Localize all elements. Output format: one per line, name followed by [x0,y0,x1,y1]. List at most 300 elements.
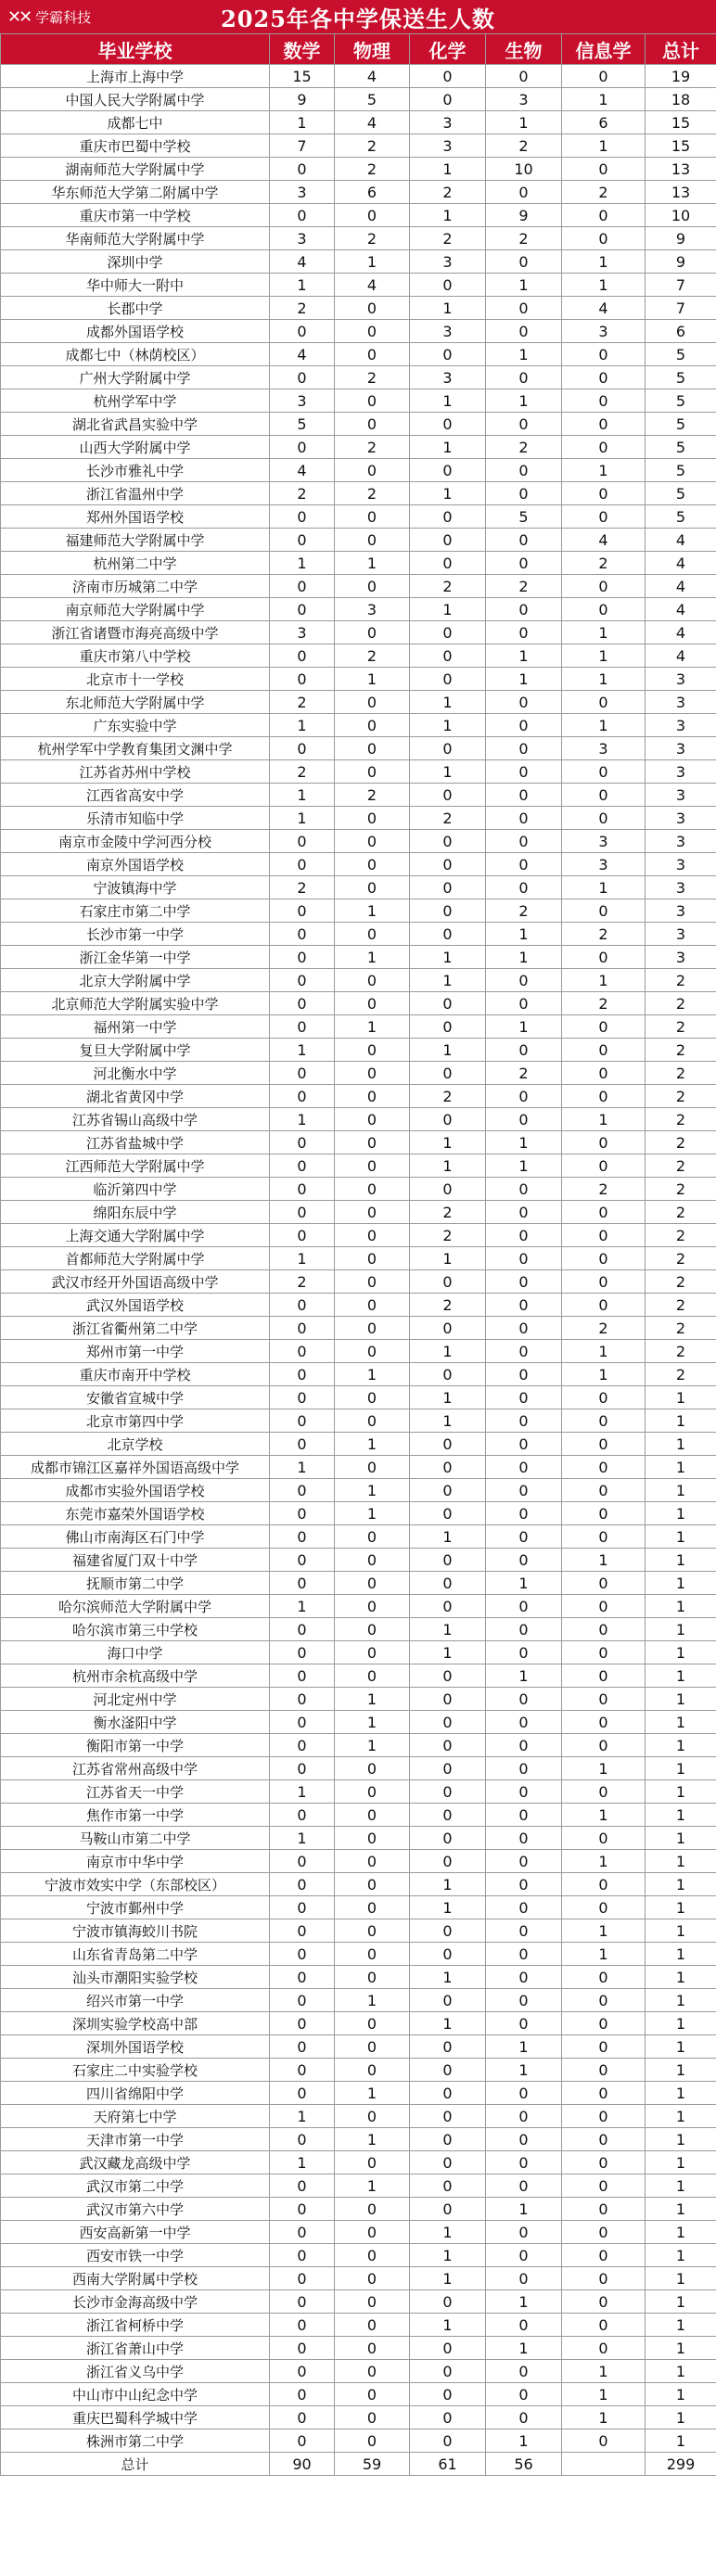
cell-informatics: 3 [562,830,646,853]
cell-math: 9 [270,88,335,111]
table-row [1,1664,716,1688]
table-row [1,668,716,691]
cell-total: 5 [646,436,716,459]
cell-chemistry: 1 [410,1247,486,1270]
cell-biology: 0 [486,1317,562,1340]
table-header-row [1,34,716,65]
cell-school: 宁波镇海中学 [1,876,270,899]
cell-biology: 0 [486,1386,562,1409]
cell-math: 1 [270,807,335,830]
cell-math: 0 [270,598,335,621]
cell-informatics: 3 [562,737,646,760]
cell-chemistry: 1 [410,2221,486,2244]
cell-math: 0 [270,1919,335,1943]
cell-school: 临沂第四中学 [1,1178,270,1201]
cell-math: 0 [270,1572,335,1595]
cell-total: 1 [646,2383,716,2406]
cell-chemistry: 1 [410,2267,486,2290]
cell-math: 1 [270,1039,335,1062]
table-row [1,1131,716,1154]
table-row [1,992,716,1015]
cell-school: 北京大学附属中学 [1,969,270,992]
cell-chemistry: 0 [410,2035,486,2059]
table-row [1,1224,716,1247]
cell-total: 3 [646,899,716,923]
table-row [1,158,716,181]
cell-biology: 1 [486,1015,562,1039]
cell-school: 中山市中山纪念中学 [1,2383,270,2406]
table-row [1,1247,716,1270]
cell-physics: 1 [335,668,410,691]
table-row [1,1896,716,1919]
cell-math: 3 [270,621,335,644]
cell-chemistry: 1 [410,1131,486,1154]
cell-physics: 2 [335,436,410,459]
cell-informatics: 1 [562,644,646,668]
cell-informatics: 0 [562,413,646,436]
cell-math: 0 [270,1641,335,1664]
cell-total: 3 [646,784,716,807]
cell-informatics: 0 [562,1664,646,1688]
cell-biology: 1 [486,923,562,946]
cell-math: 0 [270,2198,335,2221]
cell-biology: 0 [486,2151,562,2174]
cell-school: 哈尔滨市第三中学校 [1,1618,270,1641]
cell-chemistry: 0 [410,2174,486,2198]
cell-total: 5 [646,366,716,389]
table-row [1,459,716,482]
cell-total: 1 [646,2429,716,2453]
table-row [1,946,716,969]
cell-total: 1 [646,2128,716,2151]
table-row [1,320,716,343]
cell-chemistry: 0 [410,992,486,1015]
cell-school: 衡阳市第一中学 [1,1734,270,1757]
table-row [1,1386,716,1409]
cell-total: 1 [646,2267,716,2290]
table-row [1,1456,716,1479]
cell-math: 0 [270,1154,335,1178]
cell-physics: 1 [335,1711,410,1734]
cell-biology: 0 [486,2314,562,2337]
cell-school: 江西省高安中学 [1,784,270,807]
cell-chemistry: 1 [410,1409,486,1433]
cell-chemistry: 1 [410,1386,486,1409]
cell-school: 西南大学附属中学校 [1,2267,270,2290]
cell-informatics: 1 [562,714,646,737]
cell-math: 0 [270,853,335,876]
cell-physics: 1 [335,2082,410,2105]
table-row [1,1757,716,1780]
cell-chemistry: 3 [410,320,486,343]
table-row [1,2383,716,2406]
cell-math: 0 [270,1294,335,1317]
cell-informatics: 1 [562,274,646,297]
cell-informatics: 1 [562,2383,646,2406]
cell-math: 15 [270,65,335,88]
cell-chemistry: 3 [410,134,486,158]
cell-biology: 0 [486,320,562,343]
cell-school: 华南师范大学附属中学 [1,227,270,250]
cell-math: 7 [270,134,335,158]
cell-biology: 0 [486,181,562,204]
cell-total: 1 [646,1943,716,1966]
cell-math: 0 [270,1340,335,1363]
cell-physics: 0 [335,204,410,227]
cell-school: 宁波市镇海蛟川书院 [1,1919,270,1943]
table-row [1,2128,716,2151]
cell-informatics: 0 [562,2105,646,2128]
cell-biology: 0 [486,1850,562,1873]
cell-school: 天府第七中学 [1,2105,270,2128]
cell-school: 湖南师范大学附属中学 [1,158,270,181]
cell-informatics: 1 [562,1108,646,1131]
cell-biology: 0 [486,1409,562,1433]
table-row [1,1688,716,1711]
cell-physics: 0 [335,2244,410,2267]
table-row [1,1618,716,1641]
cell-math: 0 [270,1062,335,1085]
cell-school: 成都市实验外国语学校 [1,1479,270,1502]
table-row [1,274,716,297]
cell-biology: 0 [486,2221,562,2244]
cell-informatics: 0 [562,760,646,784]
cell-informatics: 2 [562,992,646,1015]
cell-chemistry: 0 [410,853,486,876]
cell-math: 0 [270,923,335,946]
table-row [1,2314,716,2337]
cell-informatics: 0 [562,1989,646,2012]
cell-total: 2 [646,1178,716,1201]
cell-physics: 0 [335,413,410,436]
cell-math: 0 [270,505,335,529]
cell-total: 2 [646,1294,716,1317]
cell-math: 0 [270,1943,335,1966]
cell-math: 1 [270,1456,335,1479]
cell-informatics: 0 [562,1247,646,1270]
cell-physics: 0 [335,969,410,992]
cell-informatics: 3 [562,320,646,343]
table-row [1,1549,716,1572]
cell-biology: 10 [486,158,562,181]
cell-chemistry: 0 [410,88,486,111]
cell-math: 0 [270,830,335,853]
cell-total: 4 [646,644,716,668]
cell-total: 1 [646,1386,716,1409]
cell-math: 0 [270,1966,335,1989]
cell-math: 0 [270,2314,335,2337]
table-row [1,366,716,389]
cell-informatics: 0 [562,1085,646,1108]
cell-school: 北京师范大学附属实验中学 [1,992,270,1015]
cell-school: 江西师范大学附属中学 [1,1154,270,1178]
cell-school: 华东师范大学第二附属中学 [1,181,270,204]
table-row [1,2082,716,2105]
cell-informatics: 0 [562,1966,646,1989]
table-row [1,1966,716,1989]
cell-school: 汕头市潮阳实验学校 [1,1966,270,1989]
cell-physics: 4 [335,111,410,134]
table-row [1,784,716,807]
cell-school: 石家庄二中实验学校 [1,2059,270,2082]
cell-chemistry: 0 [410,1804,486,1827]
cell-physics: 2 [335,482,410,505]
cell-math: 0 [270,1433,335,1456]
cell-math: 0 [270,158,335,181]
cell-informatics: 0 [562,436,646,459]
cell-school: 江苏省盐城中学 [1,1131,270,1154]
cell-biology: 0 [486,1873,562,1896]
cell-informatics: 4 [562,297,646,320]
cell-biology: 0 [486,2383,562,2406]
cell-biology: 0 [486,2360,562,2383]
cell-total: 3 [646,876,716,899]
cell-physics: 0 [335,1131,410,1154]
cell-chemistry: 0 [410,876,486,899]
cell-math: 0 [270,1549,335,1572]
cell-math: 0 [270,1317,335,1340]
cell-physics: 0 [335,2429,410,2453]
cell-chemistry: 0 [410,1664,486,1688]
cell-chemistry: 0 [410,1572,486,1595]
cell-physics: 0 [335,2267,410,2290]
cell-chemistry: 0 [410,1502,486,1525]
cell-physics: 1 [335,1363,410,1386]
cell-school: 华中师大一附中 [1,274,270,297]
table-row [1,482,716,505]
column-header-total: 总计 [646,34,716,65]
cell-math: 0 [270,1873,335,1896]
cell-school: 东北师范大学附属中学 [1,691,270,714]
cell-math: 0 [270,2244,335,2267]
cell-school: 石家庄市第二中学 [1,899,270,923]
total-cell-school: 总计 [1,2453,270,2476]
cell-chemistry: 1 [410,2314,486,2337]
table-row [1,297,716,320]
cell-school: 复旦大学附属中学 [1,1039,270,1062]
cell-chemistry: 0 [410,644,486,668]
cell-total: 2 [646,1224,716,1247]
cell-math: 1 [270,274,335,297]
cell-total: 3 [646,807,716,830]
cell-math: 4 [270,459,335,482]
table-row [1,2337,716,2360]
cell-physics: 0 [335,320,410,343]
title-bar [0,0,716,33]
cell-informatics: 0 [562,1270,646,1294]
table-row [1,853,716,876]
cell-chemistry: 0 [410,1919,486,1943]
cell-chemistry: 1 [410,1618,486,1641]
cell-total: 4 [646,598,716,621]
cell-biology: 0 [486,1896,562,1919]
cell-chemistry: 1 [410,389,486,413]
cell-physics: 0 [335,923,410,946]
cell-chemistry: 0 [410,2151,486,2174]
table-row [1,1595,716,1618]
cell-total: 2 [646,1363,716,1386]
cell-biology: 0 [486,1943,562,1966]
cell-biology: 0 [486,853,562,876]
table-row [1,2221,716,2244]
cell-physics: 1 [335,899,410,923]
cell-biology: 0 [486,1711,562,1734]
cell-biology: 0 [486,1340,562,1363]
cell-biology: 0 [486,1919,562,1943]
table-row [1,1525,716,1549]
cell-physics: 4 [335,65,410,88]
cell-physics: 0 [335,2059,410,2082]
cell-total: 2 [646,1201,716,1224]
table-body [1,65,716,2476]
cell-math: 0 [270,436,335,459]
cell-informatics: 1 [562,1943,646,1966]
cell-school: 株洲市第二中学 [1,2429,270,2453]
table-row [1,737,716,760]
cell-physics: 0 [335,1154,410,1178]
cell-math: 0 [270,1131,335,1154]
cell-math: 0 [270,1502,335,1525]
cell-informatics: 2 [562,1317,646,1340]
cell-physics: 1 [335,1015,410,1039]
cell-chemistry: 0 [410,65,486,88]
cell-informatics: 2 [562,181,646,204]
cell-chemistry: 1 [410,297,486,320]
cell-biology: 0 [486,598,562,621]
cell-school: 重庆市第八中学校 [1,644,270,668]
cell-physics: 0 [335,621,410,644]
cell-total: 1 [646,2059,716,2082]
cell-biology: 1 [486,1664,562,1688]
cell-school: 宁波市效实中学（东部校区） [1,1873,270,1896]
cell-school: 四川省绵阳中学 [1,2082,270,2105]
cell-informatics: 0 [562,2174,646,2198]
cell-chemistry: 2 [410,181,486,204]
cell-school: 乐清市知临中学 [1,807,270,830]
cell-chemistry: 1 [410,1525,486,1549]
cell-math: 1 [270,1827,335,1850]
cell-informatics: 0 [562,1572,646,1595]
cell-informatics: 6 [562,111,646,134]
cell-math: 0 [270,2012,335,2035]
cell-physics: 6 [335,181,410,204]
cell-physics: 0 [335,1525,410,1549]
cell-math: 0 [270,366,335,389]
table-row [1,2267,716,2290]
brand-logo [7,4,91,30]
cell-total: 2 [646,1247,716,1270]
table-row [1,1154,716,1178]
cell-math: 0 [270,1618,335,1641]
cell-chemistry: 0 [410,1549,486,1572]
table-row [1,969,716,992]
table-row [1,1734,716,1757]
cell-school: 江苏省锡山高级中学 [1,1108,270,1131]
cell-biology: 0 [486,1039,562,1062]
cell-physics: 0 [335,1804,410,1827]
cell-chemistry: 3 [410,111,486,134]
cell-physics: 1 [335,552,410,575]
cell-physics: 0 [335,1270,410,1294]
cell-chemistry: 0 [410,2383,486,2406]
cell-school: 中国人民大学附属中学 [1,88,270,111]
cell-school: 深圳实验学校高中部 [1,2012,270,2035]
cell-physics: 0 [335,737,410,760]
cell-chemistry: 0 [410,2337,486,2360]
cell-math: 2 [270,760,335,784]
cell-math: 0 [270,1224,335,1247]
cell-total: 1 [646,2337,716,2360]
cell-total: 2 [646,1131,716,1154]
cell-informatics: 1 [562,1363,646,1386]
cell-informatics: 0 [562,2429,646,2453]
brand-logo-icon: ✕✕ [7,6,31,27]
cell-informatics: 0 [562,2151,646,2174]
cell-chemistry: 2 [410,807,486,830]
cell-biology: 0 [486,1757,562,1780]
cell-total: 4 [646,621,716,644]
cell-chemistry: 2 [410,1224,486,1247]
cell-biology: 0 [486,459,562,482]
cell-total: 1 [646,1641,716,1664]
cell-total: 5 [646,459,716,482]
cell-physics: 2 [335,227,410,250]
table-row [1,2429,716,2453]
cell-math: 0 [270,575,335,598]
cell-informatics: 0 [562,1734,646,1757]
cell-total: 5 [646,343,716,366]
cell-chemistry: 0 [410,923,486,946]
cell-math: 4 [270,250,335,274]
cell-physics: 1 [335,2174,410,2198]
cell-biology: 0 [486,807,562,830]
cell-math: 0 [270,1757,335,1780]
cell-informatics: 0 [562,1641,646,1664]
cell-math: 0 [270,1711,335,1734]
cell-informatics: 1 [562,2406,646,2429]
cell-math: 0 [270,2059,335,2082]
cell-informatics: 0 [562,2012,646,2035]
cell-school: 广州大学附属中学 [1,366,270,389]
cell-physics: 1 [335,1433,410,1456]
cell-informatics: 0 [562,1433,646,1456]
table-row [1,413,716,436]
table-row [1,1572,716,1595]
cell-total: 2 [646,992,716,1015]
cell-total: 2 [646,1062,716,1085]
table-row [1,2198,716,2221]
cell-chemistry: 0 [410,899,486,923]
cell-biology: 0 [486,969,562,992]
cell-physics: 0 [335,297,410,320]
cell-school: 南京市金陵中学河西分校 [1,830,270,853]
cell-math: 2 [270,482,335,505]
cell-math: 0 [270,1409,335,1433]
cell-informatics: 0 [562,2035,646,2059]
table-row [1,1502,716,1525]
cell-chemistry: 0 [410,413,486,436]
cell-math: 0 [270,2290,335,2314]
cell-biology: 1 [486,2337,562,2360]
cell-math: 0 [270,1201,335,1224]
cell-biology: 1 [486,668,562,691]
table-row [1,1919,716,1943]
cell-physics: 0 [335,343,410,366]
cell-school: 绍兴市第一中学 [1,1989,270,2012]
cell-chemistry: 0 [410,1178,486,1201]
cell-biology: 0 [486,1804,562,1827]
cell-chemistry: 2 [410,575,486,598]
